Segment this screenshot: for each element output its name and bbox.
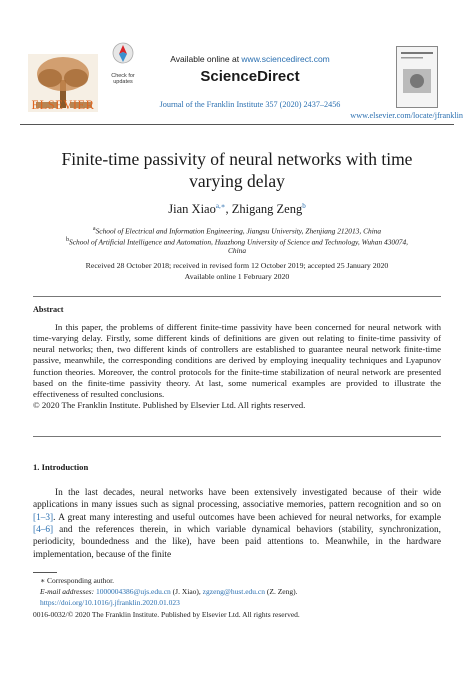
available-online-text: Available online at [170,54,242,64]
author-1[interactable]: Jian Xiao [168,202,216,217]
intro-text-part-3: and the references therein, in which variable dynamical behaviors (stability, synchronization, periodicity, boundedness and the like), have been paid attentions to. Meanwhile, in the hardware implementation, because of the finite [33,525,441,560]
received-dates: Received 28 October 2018; received in revised form 12 October 2019; accepted 25 January 2020 [85,261,389,270]
abstract-top-rule [33,296,441,297]
journal-cover-thumbnail [396,46,438,108]
available-online [140,54,360,64]
introduction-text [33,487,441,561]
affiliation-b-continued: China [227,246,247,255]
intro-text-part-2: . A great many interesting and useful outcomes have been achieved for neural networks, for example [53,512,441,523]
citation-4-6[interactable]: [4–6] [33,525,54,536]
abstract-bottom-rule [33,436,441,437]
corresponding-author-note [40,576,460,586]
email-label: E-mail addresses: [40,587,95,596]
email-name-xiao: (J. Xiao), [170,587,203,596]
issn-copyright: 0016-0032/© 2020 The Franklin Institute. Published by Elsevier Ltd. All rights reserved. [33,610,300,619]
affiliation-a-mark: a [92,226,96,232]
email-name-zeng: (Z. Zeng). [264,587,298,596]
abstract-body [33,322,441,411]
author-separator: , [225,202,232,217]
available-date: Available online 1 February 2020 [184,272,290,281]
journal-cover-art [397,47,437,107]
email-link-zeng[interactable]: zgzeng@hust.edu.cn [202,587,265,596]
journal-url-link[interactable]: www.elsevier.com/locate/jfranklin [350,111,463,120]
corresponding-mark: ∗ [40,576,46,585]
affiliation-b-text: School of Artificial Intelligence and Automation, Huazhong University of Science and Technology, Wuhan 430074, [69,237,409,247]
check-for-updates-label[interactable]: Check for updates [111,73,135,85]
author-2[interactable]: Zhigang Zeng [231,202,303,217]
section-heading-introduction: 1. Introduction [33,462,89,472]
sciencedirect-link[interactable]: www.sciencedirect.com [241,54,330,64]
email-addresses [40,587,460,597]
publisher-wordmark: ELSEVIER [31,98,95,112]
abstract-copyright: © 2020 The Franklin Institute. Published by Elsevier Ltd. All rights reserved. [33,400,306,411]
abstract-heading: Abstract [33,305,64,314]
journal-reference[interactable]: Journal of the Franklin Institute 357 (2020) 2437–2456 [159,100,341,109]
title-line-1: Finite-time passivity of neural networks with time [61,149,413,169]
author-list [40,202,434,217]
author-2-marks[interactable]: b [302,202,306,210]
introduction-paragraph [33,487,441,561]
article-title [40,148,434,192]
affiliation-a-text: School of Electrical and Information Engineering, Jiangsu University, Zhenjiang 212013, China [95,226,382,236]
abstract-text: In this paper, the problems of different finite-time passivity have been concerned for neural network with time-varying delay. Firstly, some different kinds of definitions are given out relating to finite-time passivity of neural networks; then, two different kinds of controllers are established to guarantee neural network finite-time passive, meanwhile, the corresponding conditions are derived by employing inequality techniques and Lyapunov function theories. Moreover, the control protocols for the finite-time stabilization of neural network are presented based on the finite-time passivity theory. At last, some numerical examples are provided to illustrate the effectiveness of resulted conclusions. [33,322,441,399]
intro-text-part-1: In the last decades, neural networks have been extensively investigated because of their wide applications in many issues such as signal processing, associative memories, pattern recognition and so on [33,488,441,511]
platform-name: ScienceDirect [200,68,300,85]
author-1-marks[interactable]: a,∗ [215,202,226,210]
corresponding-text: Corresponding author. [45,576,115,585]
crossmark-icon[interactable] [112,42,134,66]
footnote-rule [33,572,57,573]
affiliation-b-mark: b [65,237,70,243]
doi-link[interactable]: https://doi.org/10.1016/j.jfranklin.2020.01.023 [40,598,180,607]
citation-1-3[interactable]: [1–3] [33,512,54,523]
header-divider [20,124,454,125]
title-line-2: varying delay [189,171,285,191]
email-link-xiao[interactable]: 1000004386@ujs.edu.cn [95,587,171,596]
